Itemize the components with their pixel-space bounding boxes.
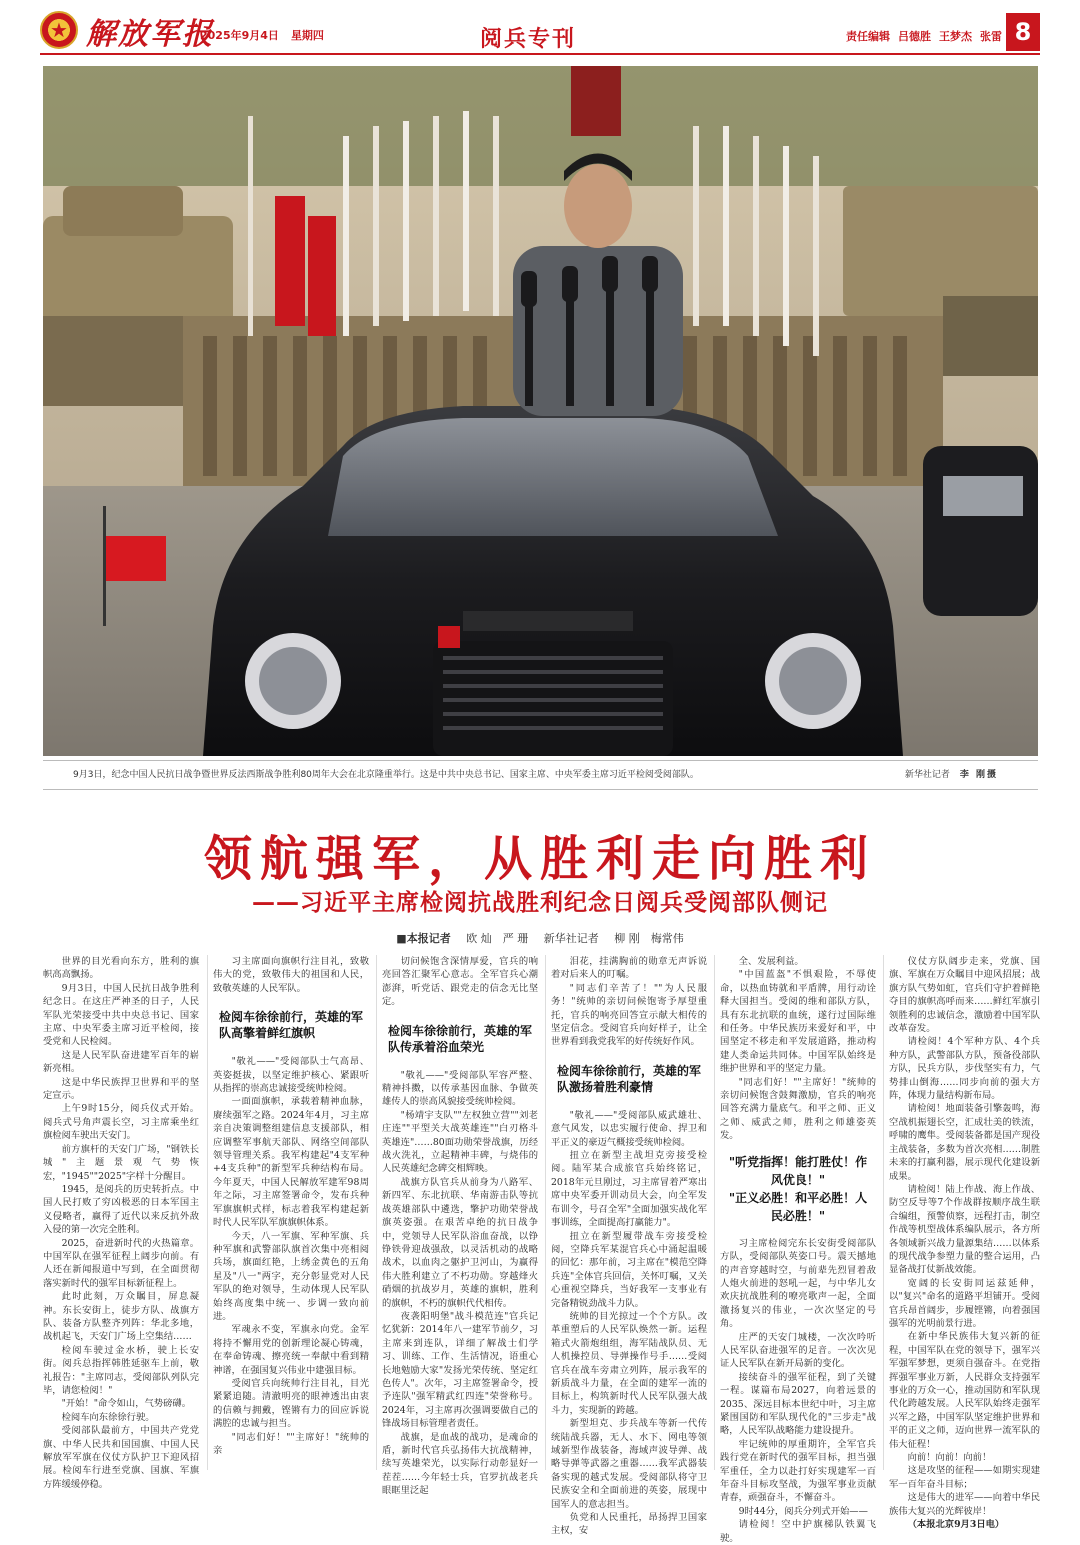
section-title: 阅兵专刊 xyxy=(480,27,577,52)
paragraph: 切问候饱含深情厚爱，官兵的响亮回答汇聚军心意志。全军官兵心潮澎湃，听党话、跟党走的信念无比坚定。 xyxy=(382,956,538,1008)
paragraph: "敬礼——"受阅部队威武雄壮、意气风发，以忠实履行使命、捍卫和平正义的豪迈气概接受统帅检阅。 xyxy=(551,1109,707,1148)
paragraph: 这是伟大的进军——向着中华民族伟大复兴的光辉彼岸！ xyxy=(889,1492,1040,1517)
credit-label: 新华社记者 xyxy=(904,770,950,780)
paragraph: 夜袭阳明堡"战斗模范连"官兵记忆犹新：2014年八一建军节前夕，习主席来到连队，详细了解战士们学习、训练、工作、生活情况，语重心长地勉励大家"发扬光荣传统、坚定红色传人"。次年，习主席签署命令，授予连队"强军精武红四连"荣誉称号。2024年，习主席再次强调要做自己的锋战场目标管理者责任。 xyxy=(382,1310,538,1430)
paragraph: 一面面旗帜，承载着精神血脉，赓续强军之路。2024年4月，习主席亲自决策调整组建信息支援部队，相应调整军事航天部队、网络空间部队领导管理关系。我军构建起"4支军种+4支兵种"的新型军兵种结构布局。今年夏天，中国人民解放军建军98周年之际，习主席签署命令，发布兵种军旗旗帜式样，标志着我军构建起新时代人民军队军旗旗帜体系。 xyxy=(213,1096,369,1229)
column-divider xyxy=(545,955,546,1470)
paragraph: 请检阅！陆上作战、海上作战、防空反导等7个作战群按顺序战生联合编组，预警侦察，远程打击，制空作战等机型战体系编队展示，各方所各领域新兴战力量源集结……以体系的现代战争参塑力量的整合运用，凸显备战打仗新战效能。 xyxy=(889,1183,1040,1276)
section-subheading: 检阅车徐徐前行，英雄的军队传承着浴血荣光 xyxy=(388,1023,533,1054)
dateline-end: （本报北京9月3日电） xyxy=(907,1519,1005,1531)
editors xyxy=(838,28,1002,44)
paragraph: 此时此刻，万众瞩目，屏息凝神。东长安街上，徒步方队、战旗方队、装备方队整齐列阵：华北多地，战机起飞，天安门广场上空集结…… xyxy=(43,1291,199,1343)
paragraph: 习主席面向旗帜行注目礼，致敬伟大的党，致敬伟大的祖国和人民，致敬英雄的人民军队。 xyxy=(213,956,369,994)
issue-date xyxy=(200,27,336,43)
pull-quote: "听党指挥！能打胜仗！作风优良！" "正义必胜！和平必胜！人民必胜！" xyxy=(728,1154,868,1223)
paragraph: 习主席检阅完东长安街受阅部队方队，受阅部队英姿口号。震天撼地的声音穿越时空，与前辈先烈冒着敌人炮火前进的怒吼一起，与中华儿女欢庆抗战胜利的嘹亮歌声一起，全面激扬复兴的伟业，一次次坚定的号角。 xyxy=(720,1237,876,1330)
paragraph: 牢记统帅的厚重期许，全军官兵践行党在新时代的强军目标，担当强军重任，全力以赴打好实现建军一百年奋斗目标攻坚战，为强军事业贡献青春，顽强奋斗，不懈奋斗。 xyxy=(720,1438,876,1504)
headline: 领航强军，从胜利走向胜利 xyxy=(203,831,876,887)
paragraph: 这是攻坚的征程——如期实现建军一百年奋斗目标； xyxy=(889,1465,1040,1490)
column-4 xyxy=(551,955,707,1537)
paragraph: 庄严的天安门城楼，一次次吟听人民军队奋进强军的足音。一次次见证人民军队在新开局新的变化。 xyxy=(720,1331,876,1370)
paragraph: "同志们好！""主席好！"统帅的亲 xyxy=(213,1431,369,1456)
weekday: 星期四 xyxy=(290,29,324,42)
paragraph: 在新中华民族伟大复兴新的征程，中国军队在党的领导下，强军兴军强军梦想，更须自强奋斗。在党指挥强军事业万新，人民群众支持强军事业的万众一心，推动国防和军队现代化跨越发展。人民军队始终走强军兴军之路，中国军队坚定维护世界和平的正义之师，迈向世界一流军队的伟大征程！ xyxy=(889,1331,1040,1450)
paragraph: 宽阔的长安街同运兹延伸，以"复兴"命名的道路平坦铺开。受阅官兵昂首阔步，步履铿锵，向着强国强军的光明前景行进。 xyxy=(889,1277,1040,1329)
paragraph: "敬礼——"受阅部队士气高昂、英姿挺拔，以坚定维护核心、紧跟听从指挥的崇高忠诚接受统帅检阅。 xyxy=(213,1056,369,1095)
paragraph: 战旗方队官兵从前身为八路军、新四军、东北抗联、华南游击队等抗战英雄部队中遴选，擎护功勋荣誉战旗英姿强。在艰苦卓绝的抗日战争中，党领导人民军队浴血奋战，以铮铮铁骨迎战强敌，以灵活机动的战略战术，以血肉之躯护卫河山，为赢得伟大胜利建立了不朽功勋。穿越烽火硝烟的抗战岁月，英雄的旗帜，胜利的旗帜，不朽的旗帜代代相传。 xyxy=(382,1176,538,1309)
news-photo xyxy=(43,66,1038,756)
column-6 xyxy=(889,955,1040,1531)
paragraph: "同志们辛苦了！""为人民服务！"统帅的亲切问候饱寄予厚望重托，官兵的响亮回答宣示献大相传的坚定信念。受阅官兵向好样子，让全世界看到我党我军的好传统好作风。 xyxy=(551,982,707,1048)
page-number: 8 xyxy=(1006,13,1040,51)
section-subheading: 检阅车徐徐前行，英雄的军队高擎着鲜红旗帜 xyxy=(219,1010,364,1041)
paragraph: 负党和人民重托，昂扬捍卫国家主权，安 xyxy=(551,1512,707,1537)
photo-caption xyxy=(43,760,1038,790)
paragraph: "敬礼——"受阅部队军容严整、精神抖擞，以传承基因血脉、争做英雄传人的崇高风貌接受统帅检阅。 xyxy=(382,1069,538,1108)
column-3 xyxy=(382,955,538,1497)
column-5 xyxy=(720,955,876,1544)
subheadline: ——习近平主席检阅抗战胜利纪念日阅兵受阅部队侧记 xyxy=(252,890,828,916)
editors-label: 责任编辑 xyxy=(846,30,890,43)
paragraph: 检阅车驶过金水桥，驶上长安街。阅兵总指挥韩胜延驱车上前，敬礼报告："主席同志，受阅部队列队完毕，请您检阅！" xyxy=(43,1344,199,1396)
paragraph: 前方旗杆的天安门广场，"钢铁长城"主题景观气势恢宏，"1945""2025"字样十分醒目。 xyxy=(43,1143,199,1182)
editor-name: 张雷 xyxy=(980,30,1002,43)
column-divider xyxy=(207,955,208,1470)
paragraph: 今天，八一军旗、军种军旗、兵种军旗和武警部队旗首次集中亮相阅兵场，旗面红艳，上绣金黄色的五角星及"八一"两字，充分彰显党对人民军队的绝对领导，生动体现人民军队始终高度集中统一、步调一致向前进。 xyxy=(213,1230,369,1322)
column-1 xyxy=(43,955,199,1490)
paragraph: 受阅官兵向统帅行注目礼，目光紧紧追随。清澈明亮的眼神透出由衷的信赖与拥戴，铿锵有力的回应诉说满腔的忠诚与担当。 xyxy=(213,1377,369,1430)
byline-prefix-2: 新华社记者 xyxy=(543,932,599,945)
column-2 xyxy=(213,955,369,1470)
paragraph: 扭立在新型履带战车旁接受检阅，空降兵军某混官兵心中涌起温暖的回忆：那年前，习主席在"模范空降兵连"全体官兵回信，关怀叮嘱，又关心重视空降兵，当好我军一支事业有完备精锐劲战斗力队。 xyxy=(551,1230,707,1309)
paragraph: 全、发展利益。 xyxy=(738,956,804,967)
paragraph: 受阅部队最前方，中国共产党党旗、中华人民共和国国旗、中国人民解放军军旗在仪仗方队护卫下迎风招展。检阅车行进至党旗、国旗、军旗方阵缓缓停稳。 xyxy=(43,1425,199,1490)
paragraph: 军魂永不变，军旗永向党。金军将持不懈用党的创新理论凝心铸魂，在奉命铸魂、擦亮统一奉献中看到精神谱，在强国复兴伟业中建强目标。 xyxy=(213,1324,369,1376)
editor-name: 王梦杰 xyxy=(939,30,972,43)
paragraph: "杨靖宇支队""左权独立营""刘老庄连""平型关大战英雄连""白刃格斗英雄连"……80面功勋荣誉战旗，历经战火洗礼，立起精神丰碑，与烧伟的人民英雄纪念碑交相辉映。 xyxy=(382,1109,538,1175)
paragraph: 接续奋斗的强军征程，到了关键一程。谋篇布局2027，向着远景的2035、深远目标本世纪中叶，习主席紧围国防和军队现代化的"三步走"战略，人民军队战略能力建设提升。 xyxy=(720,1371,876,1437)
paragraph: "中国蓝盔"不惧艰险，不辱使命，以热血铸就和平盾牌，用行动诠释大国担当。受阅的维和部队方队，具有东北抗联的血统，遂行过国际维和任务。中华民族历来爱好和平，中国坚定不移走和平发展道路，推动构建人类命运共同体。中国军队始终是维护世界和平的坚定力量。 xyxy=(720,969,876,1075)
editor-name: 吕德胜 xyxy=(898,30,931,43)
paragraph: 9月3日，中国人民抗日战争胜利纪念日。在这庄严神圣的日子，人民军队光荣接受中共中央总书记、国家主席、中央军委主席习近平检阅，接受党和人民检阅。 xyxy=(43,982,199,1048)
parade-photo-illustration xyxy=(43,66,1038,756)
credit-name: 李 刚摄 xyxy=(959,770,998,780)
date: 2025年9月4日 xyxy=(200,29,279,42)
paragraph: 世界的目光看向东方，胜利的旗帜高高飘扬。 xyxy=(43,956,199,981)
paragraph: 请检阅！地面装备引擎轰鸣，海空战机振翅长空，汇成壮美的铁流，呼啸的鹰隼。受阅装备都是国产现役主战装备，多数为首次亮相……制胜未来的打赢利器，展示现代化建设新成果。 xyxy=(889,1103,1040,1182)
paragraph: 请检阅！空中护旗梯队铁翼飞驶。 xyxy=(720,1519,876,1544)
paragraph: "同志们好！""主席好！"统帅的亲切问候饱含鼓舞激励，官兵的响亮回答充满力量底气。和平之师、正义之师、威武之师，胜利之师雄姿英发。 xyxy=(720,1076,876,1142)
byline xyxy=(0,930,1080,946)
paragraph: 这是中华民族捍卫世界和平的坚定宣示。 xyxy=(43,1076,199,1102)
masthead xyxy=(0,0,1080,58)
section-subheading: 检阅车徐徐前行，英雄的军队激扬着胜利豪情 xyxy=(557,1063,702,1094)
paragraph: 2025，奋进新时代的火热篇章。中国军队在强军征程上阔步向前。有人还在新闻报道中写到，在全面贯彻落实新时代的强军目标新征程上。 xyxy=(43,1237,199,1289)
article-body xyxy=(43,955,1040,1544)
paragraph: 这是人民军队奋进建军百年的崭新亮相。 xyxy=(43,1049,199,1075)
column-divider xyxy=(376,955,377,1470)
paragraph: 新型坦克、步兵战车等新一代传统陆战兵器，无人、水下、网电等领域新型作战装备，海域声波导弹、战略导弹等武器之重器……我军武器装备实现的越式发展。受阅部队将守卫民族安全和全面前进的英姿，展现中国军人的意志担当。 xyxy=(551,1418,707,1510)
paragraph: 9时44分，阅兵分列式开始—— xyxy=(738,1505,868,1517)
byline-prefix: ■本报记者 xyxy=(396,932,451,945)
column-divider xyxy=(714,955,715,1470)
paragraph: 泪花，挂满胸前的勋章无声诉说着对后来人的叮嘱。 xyxy=(551,956,707,981)
paragraph: 统帅的目光掠过一个个方队。改革重塑后的人民军队焕然一新。运程箱式火箭炮组组，海军陆战队员、无人机操控员、导弹操作号手……受阅官兵在战车旁肃立列阵，展示我军的新质战斗力量，在全面的建军一流的目标上，构筑新时代人民军队强大战斗力，实现新的跨越。 xyxy=(551,1310,707,1416)
paragraph: 请检阅！4个军种方队、4个兵种方队，武警部队方队，预备役部队方队，民兵方队，步伐坚实有力，气势排山倒海……同步向前的强大方阵，体现力量结构新布局。 xyxy=(889,1036,1040,1102)
paragraph: 1945，是阅兵的历史转折点。中国人民打败了穷凶极恶的日本军国主义侵略者，赢得了近代以来反抗外敌入侵的第一次完全胜利。 xyxy=(43,1183,199,1236)
column-divider xyxy=(883,955,884,1470)
paragraph: 检阅车向东徐徐行驶。 xyxy=(61,1411,155,1423)
masthead-rule xyxy=(40,53,1040,55)
photo-credit xyxy=(905,761,998,789)
paragraph: 仪仗方队阔步走来，党旗、国旗、军旗在万众瞩目中迎风招展；战旗方队气势如虹，官兵们守护着鲜艳夺目的旗帜高呼而来……鲜红军旗引领胜利的忠诚信念，激励着中国军队改革奋发。 xyxy=(889,956,1040,1035)
caption-text: 9月3日，纪念中国人民抗日战争暨世界反法西斯战争胜利80周年大会在北京隆重举行。这是中共中央总书记、国家主席、中央军委主席习近平检阅受阅部队。 xyxy=(73,770,699,780)
byline-names-2: 柳 刚 梅常伟 xyxy=(614,932,684,945)
paragraph: 战旗，是血战的战功，是魂命的盾，新时代官兵弘扬伟大抗战精神，续写英雄荣光，以实际行动彰显好一茬茬……今年轻士兵，官罗抗战老兵眼眶里泛起 xyxy=(382,1431,538,1497)
paragraph: "开始！"命令如山，气势磅礴。 xyxy=(61,1398,192,1410)
star-emblem-icon: ★ xyxy=(40,11,78,49)
paragraph: 上午9时15分，阅兵仪式开始。阅兵式号角声震长空，习主席乘坐红旗检阅车驶出天安门。 xyxy=(43,1103,199,1142)
paragraph: 向前！向前！向前！ xyxy=(907,1452,992,1464)
paragraph: 扭立在新型主战坦克旁接受检阅。陆军某合成旅官兵始终铭记，2018年元旦刚过，习主席冒着严寒出席中央军委开训动员大会，向全军发布训令，号召全军"全面加强实战化军事训练，全面提高打赢能力"。 xyxy=(551,1150,707,1229)
byline-names: 欧 灿 严 珊 xyxy=(466,932,529,945)
paper-name: 解放军报 xyxy=(86,17,214,52)
